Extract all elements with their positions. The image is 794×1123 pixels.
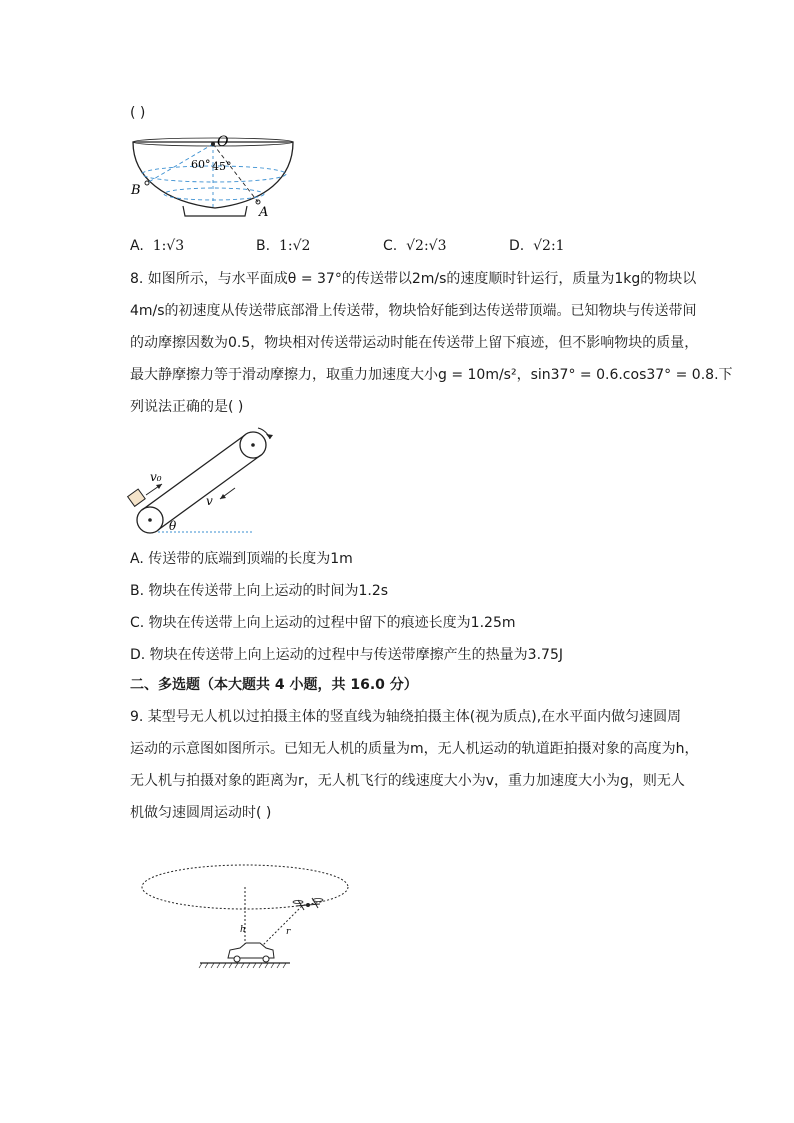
bowl-figure bbox=[125, 130, 300, 225]
q9-stem-line-2: 运动的示意图如图所示。已知无人机的质量为m，无人机运动的轨道距拍摄对象的高度为h， bbox=[130, 741, 699, 757]
drone-figure bbox=[140, 862, 355, 972]
label-B: B bbox=[131, 183, 141, 198]
q9-stem-line-3: 无人机与拍摄对象的距离为r，无人机飞行的线速度大小为v，重力加速度大小为g，则无人 bbox=[130, 773, 685, 789]
q8-option-b[interactable]: B. 物块在传送带上向上运动的时间为1.2s bbox=[130, 583, 389, 599]
point-O bbox=[211, 142, 215, 146]
q8-option-d[interactable]: D. 物块在传送带上向上运动的过程中与传送带摩擦产生的热量为3.75J bbox=[130, 647, 563, 663]
label-h: h bbox=[240, 925, 246, 935]
car-icon bbox=[228, 943, 274, 962]
q7-option-b[interactable]: B. 1:√2 bbox=[256, 238, 311, 254]
drone-icon bbox=[293, 898, 323, 910]
q7-option-c[interactable]: C. √2:√3 bbox=[383, 238, 447, 254]
q8-stem-line-2: 4m/s的初速度从传送带底部滑上传送带，物块恰好能到达传送带顶端。已知物块与传送带间 bbox=[130, 303, 697, 319]
q8-stem-line-4: 最大静摩擦力等于滑动摩擦力，取重力加速度大小g = 10m/s²，sin37° = 0.6.cos37° = 0.8.下 bbox=[130, 367, 733, 383]
q8-option-a[interactable]: A. 传送带的底端到顶端的长度为1m bbox=[130, 551, 353, 567]
label-theta: θ bbox=[169, 519, 177, 533]
q8-stem-line-5: 列说法正确的是( ) bbox=[130, 399, 244, 415]
conveyor-belt-figure bbox=[128, 425, 278, 540]
label-v0: v₀ bbox=[150, 470, 162, 484]
label-A: A bbox=[259, 205, 269, 220]
label-angle-45: 45° bbox=[212, 160, 232, 173]
q7-answer-bracket: ( ) bbox=[130, 105, 146, 121]
q8-stem-line-3: 的动摩擦因数为0.5，物块相对传送带运动时能在传送带上留下痕迹，但不影响物块的质量， bbox=[130, 335, 699, 351]
q8-stem-line-1: 8. 如图所示，与水平面成θ = 37°的传送带以2m/s的速度顺时针运行，质量为1kg的物块以 bbox=[130, 271, 697, 287]
q7-option-d[interactable]: D. √2:1 bbox=[509, 238, 565, 254]
label-O: O bbox=[217, 134, 229, 150]
q8-option-c[interactable]: C. 物块在传送带上向上运动的过程中留下的痕迹长度为1.25m bbox=[130, 615, 516, 631]
label-v: v bbox=[206, 494, 213, 508]
q7-option-a[interactable]: A. 1:√3 bbox=[130, 238, 185, 254]
section-heading: 二、多选题（本大题共 4 小题，共 16.0 分） bbox=[130, 677, 418, 693]
block bbox=[128, 489, 146, 506]
q9-stem-line-1: 9. 某型号无人机以过拍摄主体的竖直线为轴绕拍摄主体(视为质点),在水平面内做匀速圆周 bbox=[130, 709, 682, 725]
label-r: r bbox=[286, 927, 291, 937]
q9-stem-line-4: 机做匀速圆周运动时( ) bbox=[130, 805, 272, 821]
label-angle-60: 60° bbox=[191, 158, 211, 171]
